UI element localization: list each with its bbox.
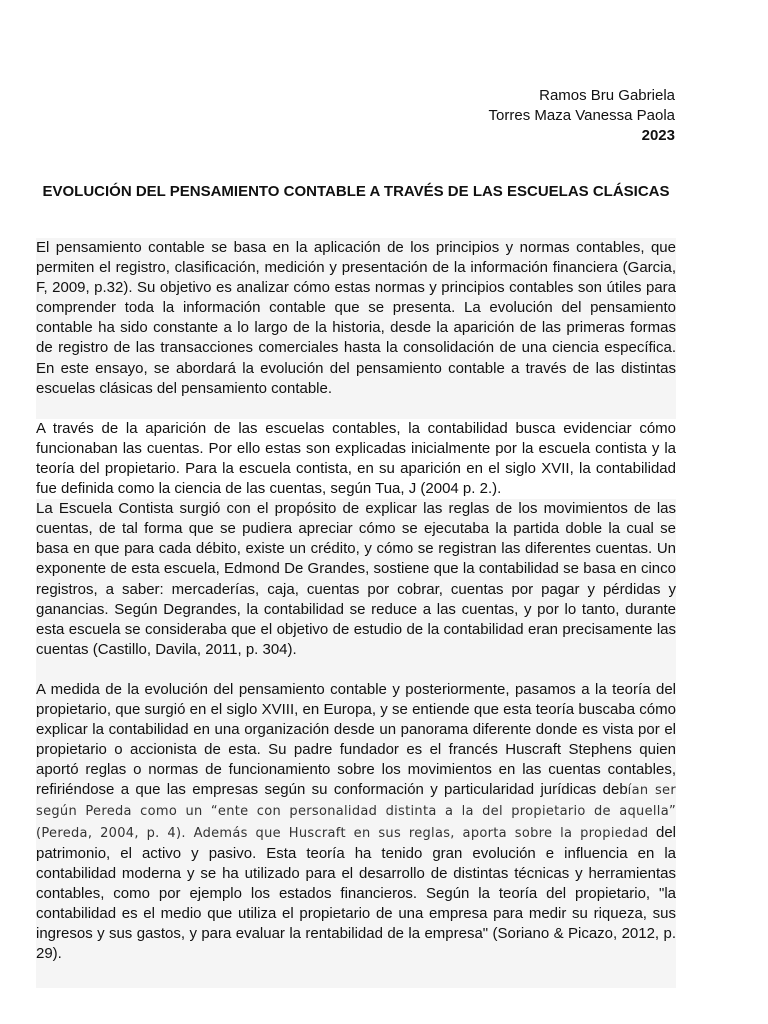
- essay-title: EVOLUCIÓN DEL PENSAMIENTO CONTABLE A TRAVÉS DE LAS ESCUELAS CLÁSICAS: [42, 183, 670, 200]
- paragraph-escuela-contista: La Escuela Contista surgió con el propósito de explicar las reglas de los movimientos de las cuentas, de tal forma que se pudiera apreciar cómo se ejecutaba la partida doble la cual se basa en que para cada débito, existe un crédito, y cómo se registran las diferentes cuentas. Un exponente de esta escuela, Edmond De Grandes, sostiene que la contabilidad se basa en cinco registros, a saber: mercaderías, caja, cuentas por cobrar, cuentas por pagar y pérdidas y ganancias. Según Degrandes, la contabilidad se reduce a las cuentas, y por lo tanto, durante esta escuela se consideraba que el objetivo de estudio de la contabilidad eran precisamente las cuentas (Castillo, Davila, 2011, p. 304).: [36, 500, 676, 658]
- essay-body: [36, 238, 676, 988]
- paragraph-introduction: El pensamiento contable se basa en la aplicación de los principios y normas contables, que permiten el registro, clasificación, medición y presentación de la información financiera (Garcia, F, 2009, p.32). Su objetivo es analizar cómo estas normas y principios contables son útiles para comprender toda la información contable que se presenta. La evolución del pensamiento contable ha sido constante a lo largo de la historia, desde la aparición de las primeras formas de registro de las transacciones comerciales hasta la consolidación de una ciencia específica. En este ensayo, se abordará la evolución del pensamiento contable a través de las distintas escuelas clásicas del pensamiento contable.: [36, 239, 676, 397]
- paragraph-spacer: [36, 399, 676, 419]
- shaded-text-region: [36, 499, 676, 988]
- publication-year: 2023: [641, 127, 675, 144]
- paragraph-spacer: [36, 660, 676, 680]
- paragraph-teoria-propietario-end: del patrimonio, el activo y pasivo. Esta teoría ha tenido gran evolución e influencia en la contabilidad moderna y se ha utilizado para el desarrollo de distintas técnicas y herramientas contables, como por ejemplo los estados financieros. Según la teoría del propietario, "la contabilidad es el medio que utiliza el propietario de una empresa para medir su riqueza, sus ingresos y sus gastos, y para evaluar la rentabilidad de la empresa" (Soriano & Picazo, 2012, p. 29).: [36, 823, 676, 963]
- author-name-2: Torres Maza Vanessa Paola: [488, 107, 675, 124]
- shaded-text-region: [36, 238, 676, 419]
- author-block: [489, 86, 675, 146]
- paragraph-teoria-propietario-start: A medida de la evolución del pensamiento contable y posteriormente, pasamos a la teoría del propietario, que surgió en el siglo XVIII, en Europa, y se entiende que esta teoría buscaba cómo explicar la contabilidad en una organización desde un panorama diferente donde es vista por el propietario o accionista de esta. Su padre fundador es el francés Huscraft Stephens quien aportó reglas o normas de funcionamiento sobre los movimientos en las cuentas contables, refiriéndose a que las empresas según su conformación y particularidad jurídicas deb: [36, 680, 676, 799]
- paragraph-escuelas-contables: A través de la aparición de las escuelas contables, la contabilidad busca evidenciar cómo funcionaban las cuentas. Por ello estas son explicadas inicialmente por la escuela contista y la teoría del propietario. Para la escuela contista, en su aparición en el siglo XVII, la contabilidad fue definida como la ciencia de las cuentas, según Tua, J (2004 p. 2.).: [36, 419, 676, 498]
- shaded-bottom-spacer: [36, 964, 676, 988]
- paragraph-teoria-propietario: [36, 680, 676, 964]
- pereda-quote-text: ían ser según Pereda como un “ente con personalidad distinta a la del propietario de aquella” (Pereda, 2004, p. 4). Además que Huscraft en sus reglas, aporta sobre la propiedad: [36, 783, 677, 841]
- author-name-1: Ramos Bru Gabriela: [539, 87, 675, 104]
